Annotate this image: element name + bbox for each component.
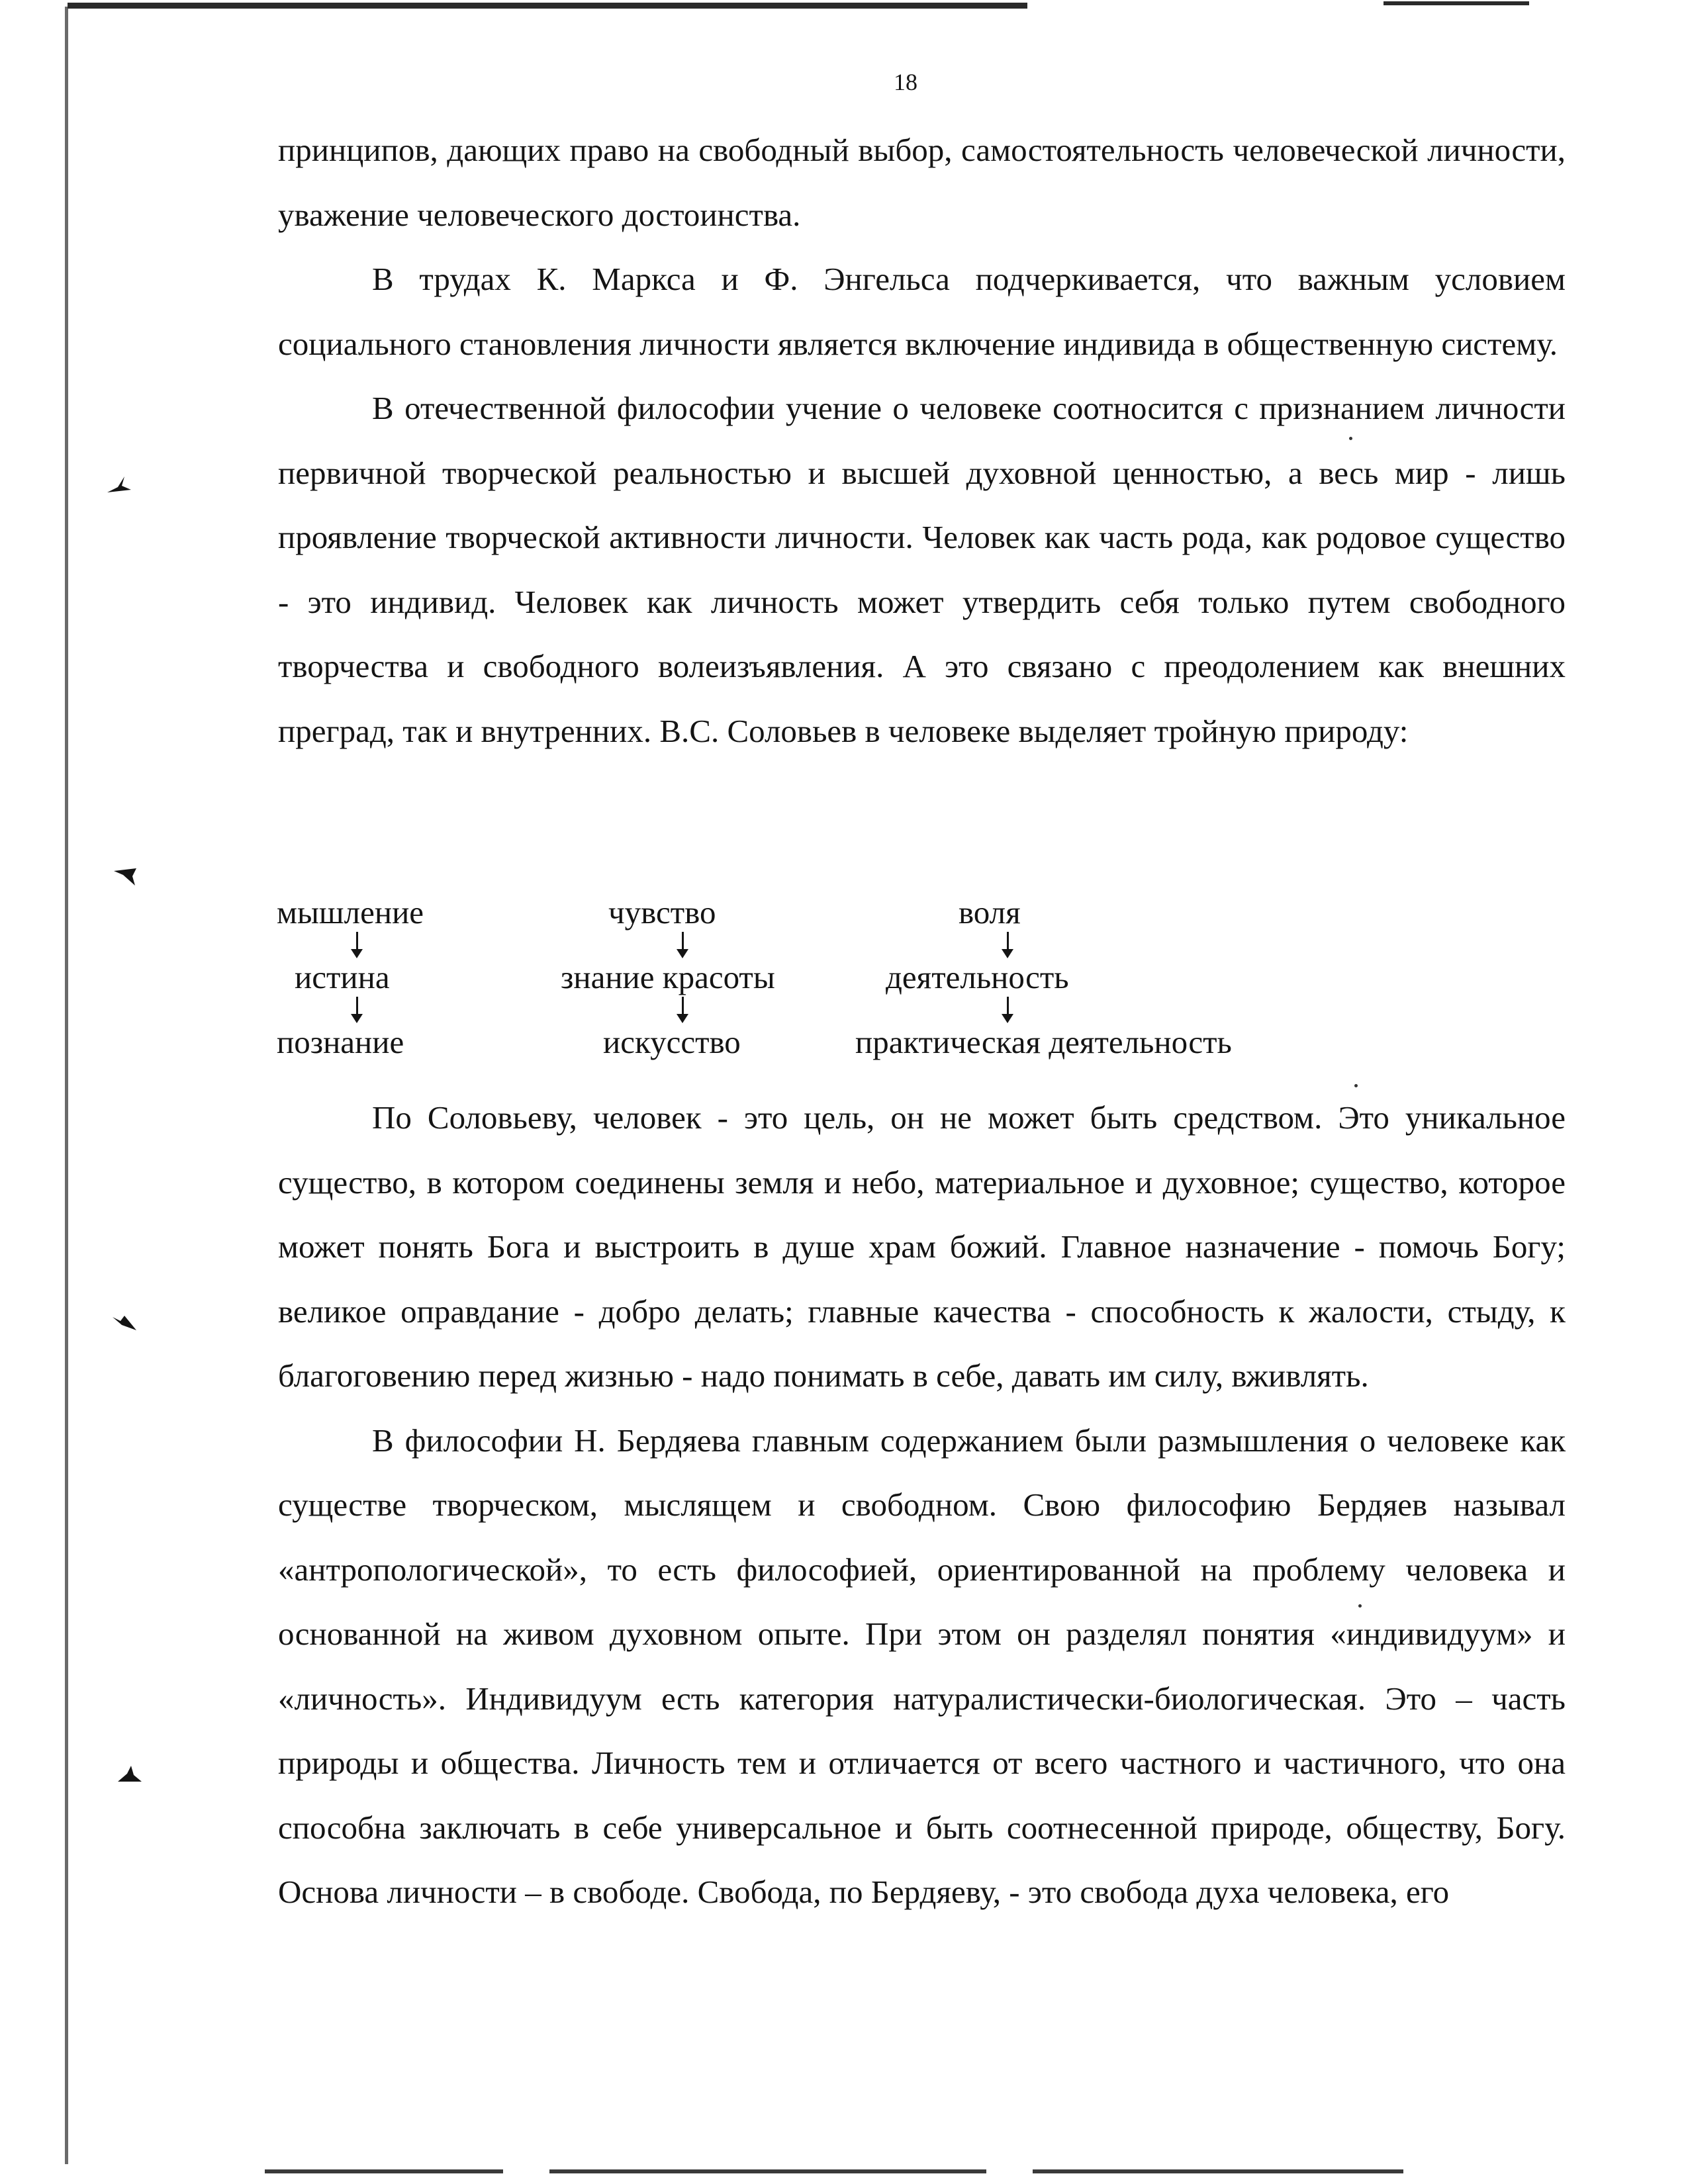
arrow-down-icon xyxy=(677,949,688,958)
top-text-block xyxy=(278,118,1566,763)
arrow-connector xyxy=(356,997,358,1015)
arrow-connector xyxy=(1007,997,1009,1015)
scan-top-edge-right xyxy=(1383,1,1529,5)
schema-middle-term: деятельность xyxy=(886,959,1069,995)
arrow-connector xyxy=(682,932,684,950)
paragraph: По Соловьеву, человек - это цель, он не может быть средством. Это уникальное существо, в котором соединены земля и небо, материальное и духовное; существо, которое может понять Бога и выстроить в душе храм божий. Главное назначение - помочь Богу; великое оправдание - добро делать; главные качества - способность к жалости, стыду, к благоговению перед жизнью - надо понимать в себе, давать им силу, вживлять. xyxy=(278,1099,1566,1394)
scan-bottom-edge xyxy=(265,2169,503,2173)
arrow-connector xyxy=(1007,932,1009,950)
schema-bottom-term: искусство xyxy=(603,1024,741,1060)
arrow-down-icon xyxy=(1002,949,1013,958)
arrow-down-icon xyxy=(677,1014,688,1023)
binder-mark-icon xyxy=(111,1314,138,1334)
paragraph: В философии Н. Бердяева главным содержанием были размышления о человеке как существе творческом, мыслящем и свободном. Свою философию Бердяев называл «антропологической», то есть философией, ориентированной на проблему человека и основанной на живом духовном опыте. При этом он разделял понятия «индивидуум» и «личность». Индивидуум есть категория натуралистически-биологическая. Это – часть природы и общества. Личность тем и отличается от всего частного и частичного, что она способна заключать в себе универсальное и быть соотнесенной природе, обществу, Богу. Основа личности – в свободе. Свобода, по Бердяеву, - это свобода духа человека, его xyxy=(278,1422,1566,1910)
paragraph: В трудах К. Маркса и Ф. Энгельса подчеркивается, что важным условием социального становления личности является включение индивида в общественную систему. xyxy=(278,261,1566,362)
binder-mark-icon xyxy=(106,475,132,495)
schema-middle-term: истина xyxy=(295,959,390,995)
arrow-down-icon xyxy=(351,949,363,958)
schema-middle-term: знание красоты xyxy=(561,959,775,995)
schema-bottom-term: познание xyxy=(277,1024,404,1060)
scan-top-edge xyxy=(68,3,1027,9)
paragraph: В отечественной философии учение о человеке соотносится с признанием личности первичной творческой реальностью и высшей духовной ценностью, а весь мир - лишь проявление творческой активности личности. Человек как часть рода, как родовое существо - это индивид. Человек как личность может утвердить себя только путем свободного творчества и свободного волеизъявления. А это связано с преодолением как внешних преград, так и внутренних. В.С. Соловьев в человеке выделяет тройную природу: xyxy=(278,390,1566,749)
scan-left-edge xyxy=(65,7,68,2164)
schema-top-term: воля xyxy=(959,894,1021,931)
schema-bottom-term: практическая деятельность xyxy=(855,1024,1232,1060)
arrow-down-icon xyxy=(1002,1014,1013,1023)
soloviev-triple-nature-diagram xyxy=(277,893,1336,1085)
page-number: 18 xyxy=(894,69,917,95)
schema-top-term: мышление xyxy=(277,894,424,931)
scan-bottom-edge xyxy=(549,2169,986,2173)
binder-mark-icon xyxy=(117,1764,143,1784)
paragraph: принципов, дающих право на свободный выбор, самостоятельность человеческой личности, уважение человеческого достоинства. xyxy=(278,132,1566,233)
schema-top-term: чувство xyxy=(608,894,716,931)
bottom-text-block xyxy=(278,1085,1566,1925)
binder-mark-icon xyxy=(113,867,139,887)
arrow-down-icon xyxy=(351,1014,363,1023)
arrow-connector xyxy=(356,932,358,950)
scan-bottom-edge xyxy=(1033,2169,1403,2173)
arrow-connector xyxy=(682,997,684,1015)
